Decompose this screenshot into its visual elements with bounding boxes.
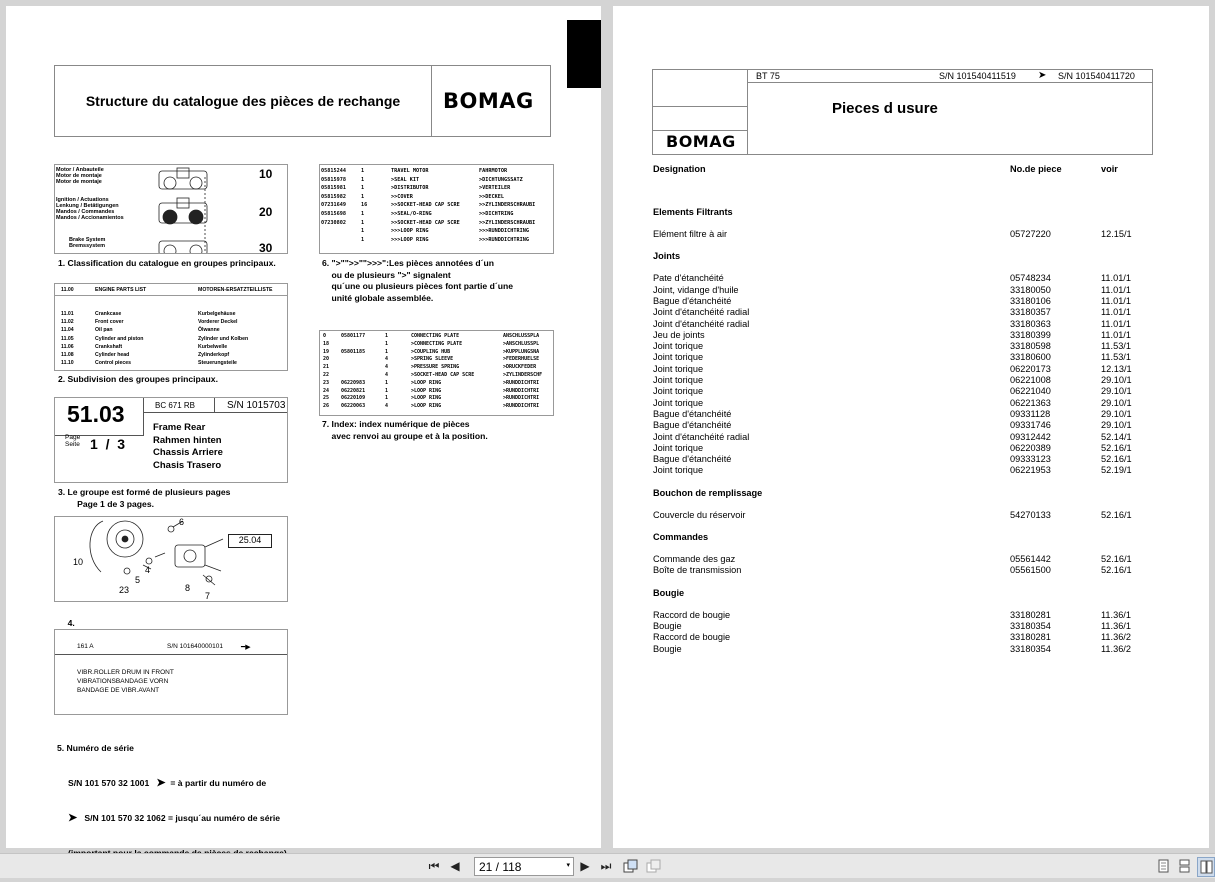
reference-cell: 29.10/1: [1101, 408, 1132, 419]
designation-cell: Bougie: [653, 643, 682, 654]
reference-cell: 11.36/1: [1101, 620, 1131, 631]
part-number-cell: 09312442: [1010, 431, 1051, 442]
reference-cell: 52.14/1: [1101, 431, 1132, 442]
part-number-cell: 06221953: [1010, 465, 1051, 476]
part-number-cell: 06221363: [1010, 397, 1051, 408]
reference-cell: 11.36/1: [1101, 609, 1131, 620]
serial-to: S/N 101540411720: [1058, 71, 1135, 81]
designation-cell: Bague d'étanchéité: [653, 408, 732, 419]
right-page: BT 75 S/N 101540411519 ➤ S/N 101540411720 Pieces d usure BOMAG Designation No.de piece voir Elements Filtrants Elément filtre à air 05727220 12.15/1 Joints Pate d'étanchéité 05748234 11.01/1 Joint, vidange d'huile 33180050 11.01/1 Bague d'étanchéité 33180106 11.01/1 Joint d'étanchéité radial 33180357 11.01/1 Joint d'étanchéité radial 33180363 11.01/1 Jeu de joints 33180399 11.01/1 Joint torique 33180598 11.53/1 Joint torique 33180600 11.53/1 Joint torique 06220173 12.13/1 Joint torique 06221008 29.10/1 Joint torique 06221040 29.10/1 Joint torique 06221363 29.10/1 Bague d'étanchéité 09331128 29.10/1 Bague d'étanchéité 09331746 29.10/1 Joint d'étanchéité radial 09312442 52.14/1 Joint torique 06220389 52.16/1 Bague d'étanchéité 09333123 52.16/1 Joint torique 06221953 52.19/1 Bouchon de remplissage Couvercle du réservoir 54270133 52.16/1 Commandes Commande des gaz 05561442 52.16/1 Boîte de transmission 05561500 52.16/1 Bougie Raccord de bougie 33180281 11.36/1 Bougie 33180354 11.36/1 Raccord de bougie 33180281 11.36/2 Bougie 33180354 11.36/2: [613, 6, 1209, 848]
part-number-cell: 09331128: [1010, 408, 1051, 419]
caption-6: 6. ">"">>"">>>":Les pièces annotées d´un ou de plusieurs ">" signalent qu´une ou plusieurs pièces font partie d´une unité globale assemblée.: [322, 258, 513, 303]
designation-cell: Joint d'étanchéité radial: [653, 307, 750, 318]
part-number-cell: 54270133: [1010, 509, 1051, 520]
designation-cell: Joint d'étanchéité radial: [653, 318, 750, 329]
serial-from: S/N 101540411519: [939, 71, 1016, 81]
reference-cell: 11.53/1: [1101, 352, 1131, 363]
reference-cell: 11.36/2: [1101, 632, 1131, 643]
two-page-view-icon[interactable]: [1197, 857, 1215, 877]
reference-cell: 52.16/1: [1101, 442, 1132, 453]
part-number-cell: 05561500: [1010, 565, 1051, 576]
reference-cell: 29.10/1: [1101, 397, 1132, 408]
designation-cell: Bague d'étanchéité: [653, 420, 732, 431]
part-number-cell: 33180281: [1010, 609, 1051, 620]
designation-cell: Joint torique: [653, 465, 704, 476]
part-number-cell: 06221040: [1010, 386, 1051, 397]
chevron-down-icon[interactable]: ▾: [566, 862, 570, 869]
viewer-toolbar: [0, 853, 1215, 878]
part-number-cell: 05727220: [1010, 229, 1051, 239]
designation-cell: Elément filtre à air: [653, 229, 728, 239]
group-number: 10: [259, 167, 273, 181]
part-number-cell: 06220389: [1010, 442, 1051, 453]
designation-cell: Joint torique: [653, 397, 704, 408]
serial-number-thumbnail: 161 A S/N 101640000101 ━▶ VIBR.ROLLER DRUM IN FRONT VIBRATIONSBANDAGE VORN BANDAGE DE VIBR.AVANT: [54, 629, 288, 715]
single-page-view-icon[interactable]: [1156, 857, 1170, 875]
reference-cell: 52.16/1: [1101, 509, 1132, 520]
designation-cell: Bague d'étanchéité: [653, 295, 732, 306]
designation-cell: Couvercle du réservoir: [653, 509, 746, 520]
designation-cell: Bougie: [653, 620, 682, 631]
reference-cell: 11.01/1: [1101, 329, 1131, 340]
group-reference-box: 25.04: [228, 534, 272, 548]
designation-cell: Bague d'étanchéité: [653, 454, 732, 465]
part-number-cell: 33180600: [1010, 352, 1051, 363]
part-number-cell: 33180281: [1010, 632, 1051, 643]
designation-cell: Commande des gaz: [653, 554, 736, 564]
caption-2: 2. Subdivision des groupes principaux.: [58, 374, 218, 384]
designation-cell: Joint torique: [653, 363, 704, 374]
assembly-marker-thumbnail: 05815244 1 TRAVEL MOTOR FAHRMOTOR 05815978 1 >SEAL KIT >DICHTUNGSSATZ 05815981 1 >DISTRIBUTOR >VERTEILER 05815982 1 >>COVER >>DECKEL 07231649 16 >>SOCKET-HEAD CAP SCRE >>ZYLINDERSCHRAUBI 05815698 1 >>SEAL/O-RING >>DICHTRING 07230802 1 >>SOCKET-HEAD CAP SCRE >>ZYLINDERSCHRAUBI 1 >>>LOOP RING >>>RUNDDICHTRING 1 >>>LOOP RING >>>RUNDDICHTRING: [319, 164, 554, 254]
thumb-row: 11.04 Oil pan Ölwanne: [61, 327, 220, 334]
designation-cell: Boîte de transmission: [653, 565, 742, 576]
designation-cell: Joint d'étanchéité radial: [653, 431, 750, 442]
thumb-row: 11.08 Cylinder head Zylinderkopf: [61, 351, 230, 358]
thumb-row: 11.02 Front cover Vorderer Deckel: [61, 319, 238, 326]
part-number-cell: 09331746: [1010, 420, 1051, 431]
designation-cell: Joint torique: [653, 442, 704, 453]
reference-cell: 11.36/2: [1101, 643, 1131, 654]
reference-cell: 11.01/1: [1101, 284, 1131, 295]
previous-page-icon[interactable]: ◀: [450, 859, 460, 873]
designation-cell: Raccord de bougie: [653, 609, 731, 620]
subgroup-list-thumbnail: 11.00 ENGINE PARTS LIST MOTOREN-ERSATZTEILLISTE 11.01 Crankcase Kurbelgehäuse 11.02 Front cover Vorderer Deckel 11.04 Oil pan Ölwanne 11.05 Cylinder and piston Zylinder und Kolben 11.06 Crankshaft Kurbelwelle 11.08 Cylinder head Zylinderkopf 11.10 Control pieces Steuerungsteile: [54, 283, 288, 371]
group-number-large: 51.03: [67, 401, 125, 427]
bomag-logo: BOMAG: [443, 89, 534, 113]
left-page-header: [54, 65, 551, 137]
reference-cell: 12.15/1: [1101, 229, 1132, 239]
exploded-view-drawing: [55, 517, 287, 601]
part-number-cell: 33180050: [1010, 284, 1051, 295]
part-number-cell: 33180106: [1010, 295, 1051, 306]
reference-cell: 11.53/1: [1101, 341, 1131, 352]
part-number-cell: 33180399: [1010, 329, 1051, 340]
thumb-row: 11.06 Crankshaft Kurbelwelle: [61, 343, 228, 350]
section-title: Commandes: [653, 532, 709, 542]
caption-3: 3. Le groupe est formé de plusieurs pages Page 1 de 3 pages.: [58, 487, 231, 509]
go-back-icon[interactable]: [622, 857, 638, 875]
designation-cell: Joint torique: [653, 341, 704, 352]
part-number-cell: 33180354: [1010, 620, 1051, 631]
part-number-cell: 06221008: [1010, 375, 1051, 385]
section-tab-marker: [567, 20, 601, 88]
left-page-title: Structure du catalogue des pièces de rechange: [55, 66, 432, 136]
section-title: Elements Filtrants: [653, 207, 733, 217]
page-number-input[interactable]: 21 / 118 ▾: [474, 857, 574, 876]
right-page-header: [652, 69, 1153, 155]
section-title: Joints: [653, 251, 681, 262]
section-title: Bouchon de remplissage: [653, 487, 763, 498]
thumb-row: 11.01 Crankcase Kurbelgehäuse: [61, 311, 236, 317]
reference-cell: 29.10/1: [1101, 386, 1132, 397]
left-page: [6, 6, 601, 848]
designation-cell: Joint, vidange d'huile: [653, 284, 739, 295]
reference-cell: 11.01/1: [1101, 273, 1131, 284]
reference-cell: 52.16/1: [1101, 565, 1132, 576]
group-number: 20: [259, 205, 273, 219]
next-page-icon[interactable]: ▶: [580, 859, 590, 873]
designation-cell: Joint torique: [653, 352, 704, 363]
continuous-view-icon[interactable]: [1177, 857, 1191, 875]
bomag-logo: BOMAG: [666, 132, 736, 151]
caption-4: 4.: [58, 606, 267, 654]
thumb-row: 11.10 Control pieces Steuerungsteile: [61, 360, 237, 367]
part-number-cell: 06220173: [1010, 363, 1051, 374]
reference-cell: 52.19/1: [1101, 465, 1132, 476]
last-page-icon[interactable]: ⏭: [600, 858, 612, 873]
reference-cell: 29.10/1: [1101, 420, 1132, 431]
right-page-title: Pieces d usure: [832, 100, 938, 117]
designation-cell: Raccord de bougie: [653, 632, 731, 643]
designation-cell: Joint torique: [653, 375, 704, 385]
group-number: 30: [259, 241, 273, 254]
arrow-icon: ➤: [68, 811, 78, 824]
reference-cell: 29.10/1: [1101, 375, 1132, 385]
reference-cell: 11.01/1: [1101, 318, 1131, 329]
designation-cell: Jeu de joints: [653, 329, 705, 340]
arrow-icon: ➤: [1038, 70, 1047, 81]
caption-1: 1. Classification du catalogue en groupes principaux.: [58, 258, 276, 268]
reference-cell: 11.01/1: [1101, 295, 1131, 306]
section-title: Bougie: [653, 587, 685, 598]
go-forward-icon[interactable]: [645, 857, 661, 875]
part-number-cell: 09333123: [1010, 454, 1051, 465]
reference-cell: 52.16/1: [1101, 454, 1132, 465]
parts-index-thumbnail: 0 05801177 1 CONNECTING PLATE ANSCHLUSSPLA 18 1 >CONNECTING PLATE >ANSCHLUSSPL 19 05801185 1 >COUPLING HUB >KUPPLUNGSNA 20 4 >SPRING SLEEVE >FEDERHUELSE 21 4 >PRESSURE SPRING >DRUCKFEDER 22 4 >SOCKET-HEAD CAP SCRE >ZYLINDERSCHF 23 06220983 1 >LOOP RING >RUNDDICHTRI 24 06220821 1 >LOOP RING >RUNDDICHTRI 25 06220109 1 >LOOP RING >RUNDDICHTRI 26 06220063 4 >LOOP RING >RUNDDICHTRI: [319, 330, 554, 416]
group-page-thumbnail: 51.03 BC 671 RB S/N 1015703 Page Seite 1 / 3 Frame Rear Rahmen hinten Chassis Arriere Chasis Trasero: [54, 397, 288, 483]
part-number-cell: 05748234: [1010, 273, 1051, 284]
reference-cell: 52.16/1: [1101, 554, 1132, 564]
caption-7: 7. Index: index numérique de pièces avec renvoi au groupe et à la position.: [322, 419, 488, 441]
part-number-cell: 33180354: [1010, 643, 1051, 654]
reference-cell: 12.13/1: [1101, 363, 1132, 374]
designation-cell: Pate d'étanchéité: [653, 273, 724, 284]
part-number-cell: 33180363: [1010, 318, 1051, 329]
thumb-row: 11.05 Cylinder and piston Zylinder und Kolben: [61, 335, 249, 342]
exploded-view-thumbnail: 25.04 6 10 4 5 23 8 7: [54, 516, 288, 602]
part-number-cell: 33180357: [1010, 307, 1051, 318]
example-groups-thumbnail: Motor / Anbauteile Motor de montaje Motor de montaje Ignition / Actuations Lenkung / Betätigungen Mandos / Commandes Mandos / Accionamientos Brake System Bremssystem 10 20 30: [54, 164, 288, 254]
model-label: BT 75: [756, 71, 780, 81]
part-number-cell: 33180598: [1010, 341, 1051, 352]
designation-cell: Joint torique: [653, 386, 704, 397]
reference-cell: 11.01/1: [1101, 307, 1131, 318]
first-page-icon[interactable]: ⏮: [428, 858, 440, 873]
caption-5: 5. Numéro de série S/N 101 570 32 1001 ➤ = à partir du numéro de ➤ S/N 101 570 32 1062 = jusqu´au numéro de série: [57, 743, 280, 824]
arrow-icon: ➤: [156, 776, 166, 789]
part-number-cell: 05561442: [1010, 554, 1051, 564]
